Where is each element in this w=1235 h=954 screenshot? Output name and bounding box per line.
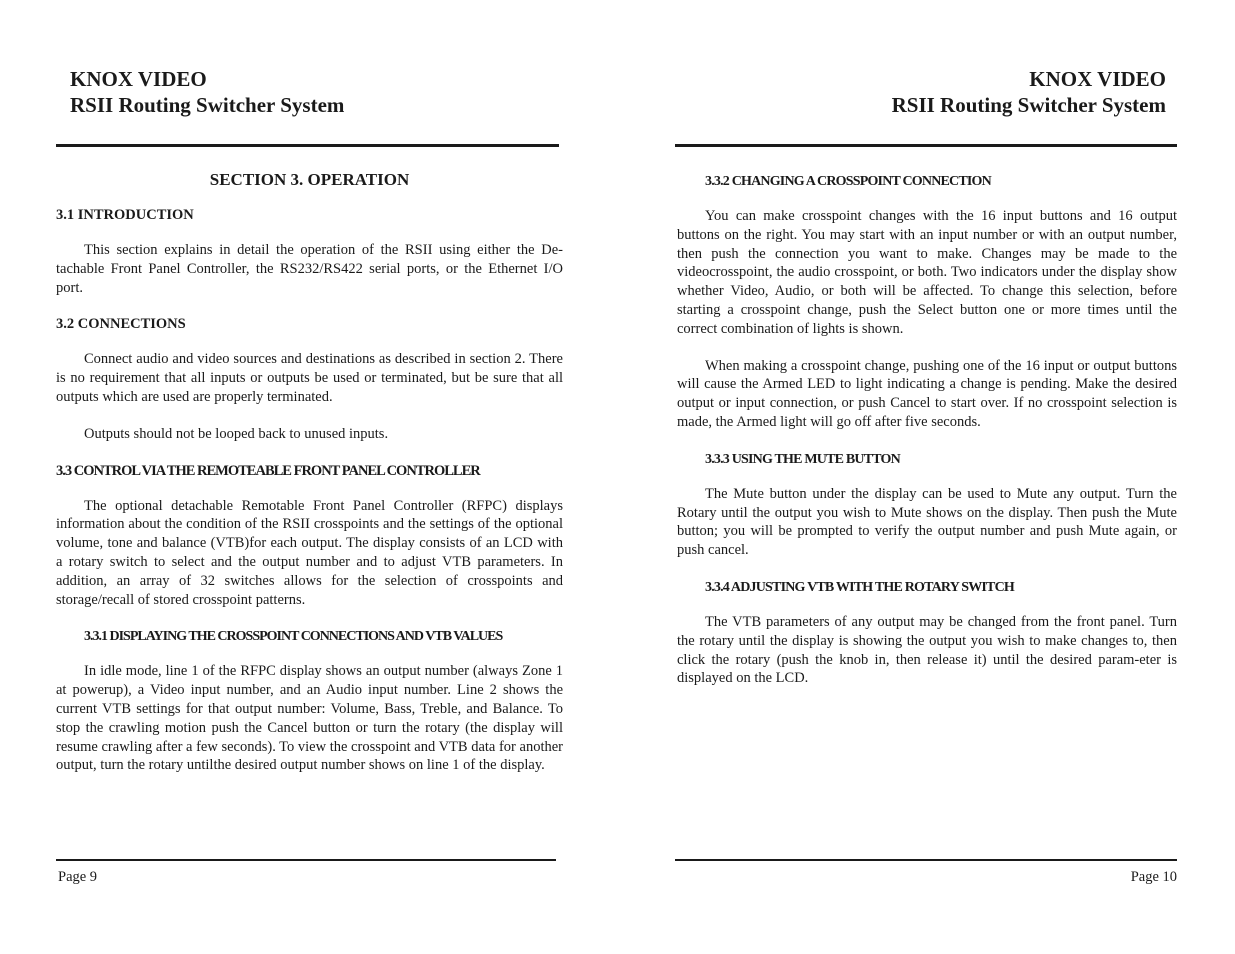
paragraph-3-2a: Connect audio and video sources and destinations as described in section 2. There is no requirement that all inputs or outputs be used or terminated, but be sure that all outputs which are used are properly terminated. <box>56 351 563 405</box>
page-number: Page 10 <box>1130 869 1177 885</box>
footer-rule <box>675 859 1177 861</box>
heading-3-3-2: 3.3.2 CHANGING A CROSSPOINT CONNECTION <box>705 174 991 189</box>
header-product: RSII Routing Switcher System <box>891 93 1166 117</box>
paragraph-3-3-3: The Mute button under the display can be used to Mute any output. Turn the Rotary until the output you wish to Mute shows on the display. Then push the Mute button; you will be prompted to verify the output number and push Mute again, or push cancel. <box>677 485 1177 559</box>
section-title: SECTION 3. OPERATION <box>209 170 410 189</box>
right-content <box>677 172 1177 706</box>
paragraph-3-3-2a: You can make crosspoint changes with the 16 input buttons and 16 output buttons on the right. You may start with an input number or with an output number, then push the connection you want to make. Changes may be made to the videocrosspoint, the audio crosspoint, or both. Two indicators under the display show whether Video, Audio, or both will be affected. To change this selection, before starting a crosspoint change, push the Select button one or more times until the correct combination of lights is shown. <box>677 208 1177 337</box>
heading-3-1: 3.1 INTRODUCTION <box>56 207 194 223</box>
right-page <box>677 0 1177 954</box>
heading-3-3: 3.3 CONTROL VIA THE REMOTEABLE FRONT PANEL CONTROLLER <box>56 462 480 479</box>
paragraph-3-3: The optional detachable Remotable Front Panel Controller (RFPC) displays information about the condition of the RSII crosspoints and the settings of the optional volume, tone and balance (VTB)for each output. The display consists of an LCD with a rotary switch to select and the output number and to adjust VTB parameters. In addition, an array of 32 switches allows for the selection of crosspoints and storage/recall of stored crosspoint patterns. <box>56 497 563 608</box>
left-page <box>56 0 563 954</box>
heading-3-2: 3.2 CONNECTIONS <box>56 316 186 333</box>
page-header <box>892 66 1166 118</box>
header-product: RSII Routing Switcher System <box>70 93 345 117</box>
header-company: KNOX VIDEO <box>70 67 207 91</box>
header-company: KNOX VIDEO <box>1029 67 1166 91</box>
paragraph-3-3-2b: When making a crosspoint change, pushing one of the 16 input or output buttons will cause the Armed LED to light indicating a change is pending. Make the desired output or input connection, or push Cancel to start over. If no crosspoint selection is made, the Armed light will go off after five seconds. <box>677 357 1177 430</box>
paragraph-3-3-1: In idle mode, line 1 of the RFPC display shows an output number (always Zone 1 at powerup), a Video input number, and an Audio input number. Line 2 shows the current VTB settings for that output number: Volume, Bass, Treble, and Balance. To stop the crawling motion push the Cancel button or turn the rotary (the display will resume crawling after a few seconds). To view the crosspoint and VTB data for another output, turn the rotary untilthe desired output number shows on line 1 of the display. <box>56 663 563 774</box>
left-content <box>56 170 563 793</box>
page-number: Page 9 <box>58 869 98 885</box>
heading-3-3-3: 3.3.3 USING THE MUTE BUTTON <box>705 451 900 467</box>
paragraph-3-3-4: The VTB parameters of any output may be changed from the front panel. Turn the rotary until the display is showing the output you wish to make changes to, then click the rotary (push the knob in, then release it) until the desired param-eter is displayed on the LCD. <box>677 613 1177 687</box>
paragraph-3-2b: Outputs should not be looped back to unused inputs. <box>84 425 389 442</box>
header-rule <box>675 144 1177 147</box>
header-rule <box>56 144 559 147</box>
heading-3-3-1: 3.3.1 DISPLAYING THE CROSSPOINT CONNECTIONS AND VTB VALUES <box>84 629 503 645</box>
footer-rule <box>56 859 556 861</box>
page-header <box>70 66 344 118</box>
heading-3-3-4: 3.3.4 ADJUSTING VTB WITH THE ROTARY SWITCH <box>705 579 1014 595</box>
paragraph-3-1: This section explains in detail the operation of the RSII using either the De-tachable Front Panel Controller, the RS232/RS422 serial ports, or the Ethernet I/O port. <box>56 242 563 296</box>
